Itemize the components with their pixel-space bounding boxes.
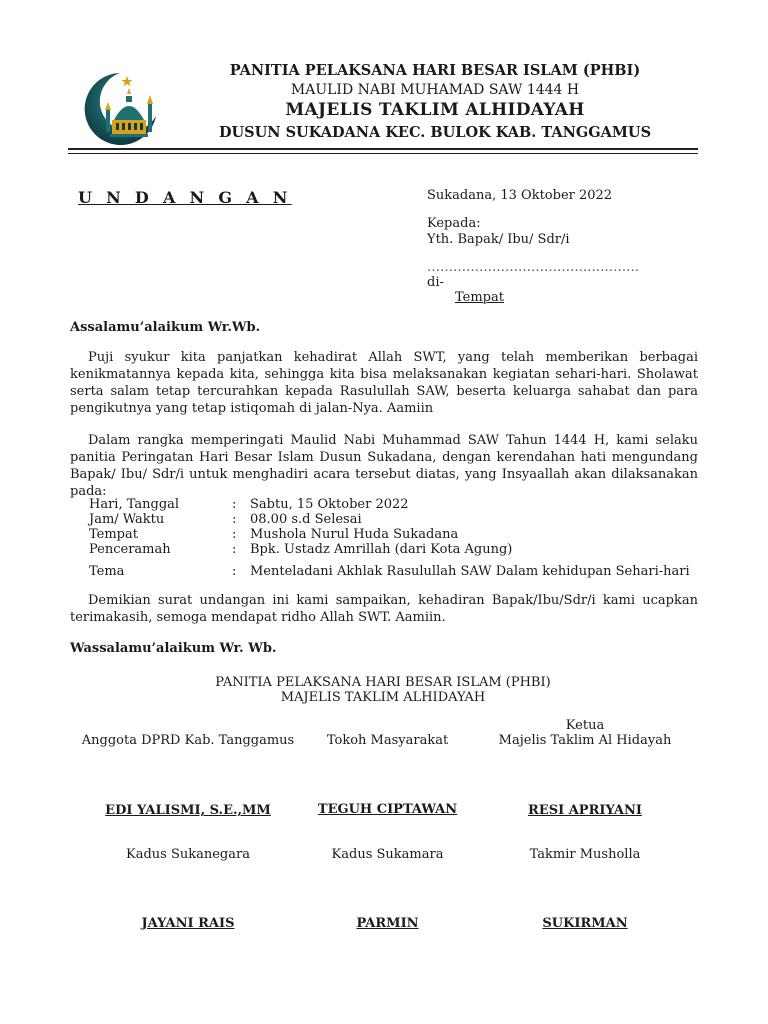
signature-role: Majelis Taklim Al Hidayah [498, 733, 672, 748]
di-label: di- [427, 275, 444, 290]
signatory-name: RESI APRIYANI [528, 803, 642, 818]
header-line-4: DUSUN SUKADANA KEC. BULOK KAB. TANGGAMUS [218, 124, 652, 141]
detail-value-theme: Menteladani Akhlak Rasulullah SAW Dalam kehidupan Sehari-hari [250, 564, 690, 579]
header-line-2: MAULID NABI MUHAMAD SAW 1444 H [290, 82, 580, 98]
kepada-label: Kepada: [427, 216, 481, 231]
header-line-3: MAJELIS TAKLIM ALHIDAYAH [285, 100, 585, 120]
detail-label-place: Tempat [89, 527, 138, 542]
detail-label-theme: Tema [89, 564, 125, 579]
paragraph-1 [70, 349, 698, 417]
detail-value-time: 08.00 s.d Selesai [250, 512, 362, 527]
paragraph-2-text: Dalam rangka memperingati Maulid Nabi Muhammad SAW Tahun 1444 H, kami selaku panitia Peringatan Hari Besar Islam Dusun Sukadana, dengan kerendahan hati mengundang Bapak/ Ibu/ Sdr/i untuk menghadiri acara tersebut diatas, yang Insyaallah akan dilaksanakan pada: [70, 433, 698, 499]
signature-role: Kadus Sukamara [331, 847, 444, 862]
signature-role-top: Ketua [565, 718, 605, 733]
header-divider-thin [68, 153, 698, 154]
signature-role: Anggota DPRD Kab. Tanggamus [81, 733, 295, 748]
signature-org-1: PANITIA PELAKSANA HARI BESAR ISLAM (PHBI) [215, 675, 551, 690]
detail-colon: : [232, 527, 237, 542]
detail-value-date: Sabtu, 15 Oktober 2022 [250, 497, 409, 512]
detail-value-speaker: Bpk. Ustadz Amrillah (dari Kota Agung) [250, 542, 513, 557]
paragraph-1-text: Puji syukur kita panjatkan kehadirat Allah SWT, yang telah memberikan berbagai kenikmatannya kepada kita, sehingga kita bisa melaksanakan kegiatan sehari-hari. Sholawat serta salam tetap tercurahkan kepada Rasulullah SAW, beserta keluarga sahabat dan para pengikutnya yang tetap istiqomah di jalan-Nya. Aamiin [70, 350, 698, 416]
signature-org-2: MAJELIS TAKLIM ALHIDAYAH [280, 690, 486, 705]
addressee: Yth. Bapak/ Ibu/ Sdr/i [427, 232, 570, 247]
closing-greeting: Wassalamu’alaikum Wr. Wb. [70, 641, 277, 656]
detail-label-date: Hari, Tanggal [89, 497, 180, 512]
signatory-name: JAYANI RAIS [141, 916, 235, 931]
signatory-name: EDI YALISMI, S.E.,MM [105, 803, 271, 818]
signature-role: Tokoh Masyarakat [326, 733, 449, 748]
page-title: U N D A N G A N [78, 188, 292, 207]
mosque-crescent-icon [80, 70, 160, 146]
paragraph-2 [70, 432, 698, 500]
paragraph-3 [70, 592, 698, 626]
detail-colon: : [232, 512, 237, 527]
detail-colon: : [232, 497, 237, 512]
signature-role: Kadus Sukanegara [126, 847, 250, 862]
detail-label-speaker: Penceramah [89, 542, 171, 557]
paragraph-3-text: Demikian surat undangan ini kami sampaikan, kehadiran Bapak/Ibu/Sdr/i kami ucapkan terimakasih, semoga mendapat ridho Allah SWT. Aamiin. [70, 593, 698, 625]
detail-colon: : [232, 564, 237, 579]
signatory-name: TEGUH CIPTAWAN [317, 802, 458, 817]
greeting: Assalamu’alaikum Wr.Wb. [70, 320, 261, 335]
tempat-label: Tempat [455, 290, 504, 305]
signature-role: Takmir Musholla [529, 847, 641, 862]
place-date: Sukadana, 13 Oktober 2022 [427, 188, 613, 203]
header-line-1: PANITIA PELAKSANA HARI BESAR ISLAM (PHBI) [229, 62, 641, 79]
signatory-name: PARMIN [356, 916, 419, 931]
detail-value-place: Mushola Nurul Huda Sukadana [250, 527, 459, 542]
header-divider-thick [68, 148, 698, 150]
addressee-dots: ……………………………….………… [427, 260, 640, 275]
detail-label-time: Jam/ Waktu [89, 512, 165, 527]
signatory-name: SUKIRMAN [542, 916, 628, 931]
detail-colon: : [232, 542, 237, 557]
